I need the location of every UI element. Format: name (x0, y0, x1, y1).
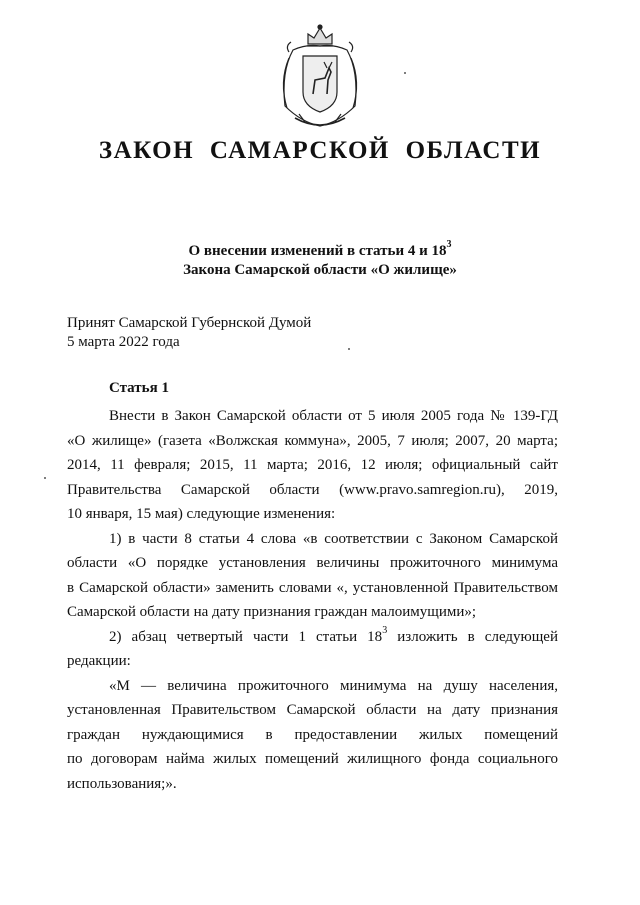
coat-of-arms-icon (271, 22, 369, 130)
adopted-by: Принят Самарской Губернской Думой (67, 315, 312, 331)
text-line: Правительства Самарской области (www.pravo.samregion.ru), 2019, (67, 481, 558, 498)
text-line: Самарской области на дату признания граждан малоимущими»; (67, 604, 477, 620)
text-line: редакции: (67, 653, 131, 669)
text-line: граждан нуждающимися в предоставлении жилых помещений (67, 726, 558, 743)
text-line: 1) в части 8 статьи 4 слова «в соответствии с Законом Самарской (109, 530, 558, 547)
scan-speck (404, 72, 406, 74)
text-line: области «О порядке установления величины прожиточного минимума (67, 555, 558, 571)
superscript: 3 (446, 239, 452, 250)
text-line: 2) абзац четвертый части 1 статьи $18^3$ изложить в следующей (109, 624, 558, 645)
text-line: использования;». (67, 775, 177, 792)
subtitle-line-1: О внесении изменений в статьи 4 и $18^3$ (188, 239, 452, 259)
superscript: 3 (382, 624, 388, 636)
article-heading: Статья 1 (109, 380, 169, 396)
adoption-info (67, 314, 547, 352)
adopted-date: 5 марта 2022 года (67, 334, 180, 350)
subtitle-line-2: Закона Самарской области «О жилище» (183, 262, 457, 278)
law-title: ЗАКОН САМАРСКОЙ ОБЛАСТИ (98, 137, 542, 164)
text-line: «М — величина прожиточного минимума на душу населения, (109, 677, 558, 694)
text-line: установленная Правительством Самарской области на дату признания (67, 702, 558, 718)
scan-speck (348, 348, 350, 350)
law-subtitle (100, 239, 540, 280)
text-line: 10 января, 15 мая) следующие изменения: (67, 506, 336, 522)
text-line: 2014, 11 февраля; 2015, 11 марта; 2016, 12 июля; официальный сайт (67, 457, 558, 473)
text-line: по договорам найма жилых помещений жилищного фонда социального (67, 751, 558, 767)
scan-speck (44, 477, 46, 479)
text-line: «О жилище» (газета «Волжская коммуна», 2005, 7 июля; 2007, 20 марта; (67, 432, 558, 449)
article-body (67, 404, 558, 796)
text-line: Внести в Закон Самарской области от 5 июля 2005 года № 139-ГД (109, 408, 558, 424)
text-line: в Самарской области» заменить словами «, установленной Правительством (67, 579, 558, 596)
